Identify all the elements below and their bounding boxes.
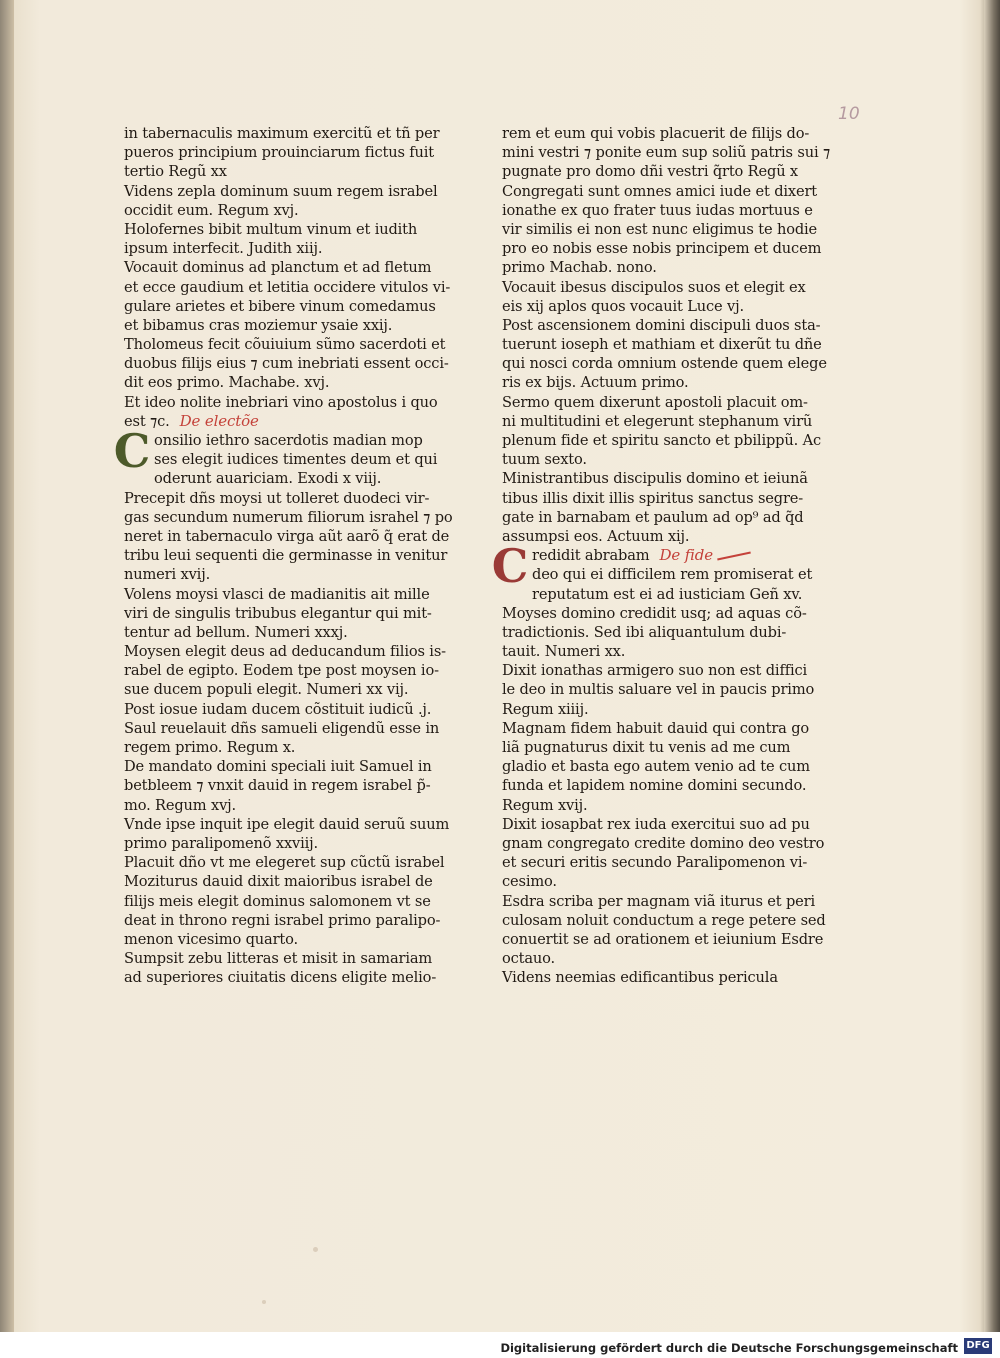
text-line: Dixit iosapbat rex iuda exercitui suo ad pu [502, 815, 810, 833]
text-line: vir similis ei non est nunc eligimus te hodie [502, 220, 818, 238]
text-line: funda et lapidem nomine domini secundo. [502, 777, 807, 795]
left-page-edge [0, 0, 14, 1332]
left-lines-after-initial [124, 489, 453, 988]
left-decorated-initial: C [113, 424, 151, 478]
text-line: occidit eum. Regum xvj. [124, 201, 299, 219]
text-line: Moziturus dauid dixit maioribus israbel de [124, 873, 433, 891]
text-line: rabel de egipto. Eodem tpe post moysen io- [124, 662, 439, 680]
text-line: numeri xvij. [124, 566, 211, 584]
text-line: gladio et basta ego autem venio ad te cum [502, 758, 810, 776]
text-line: in tabernaculis maximum exercitũ et tñ per [124, 125, 440, 142]
text-line: Placuit dño vt me elegeret sup cũctũ israbel [124, 854, 445, 872]
text-line: ris ex bijs. Actuum primo. [502, 374, 689, 392]
text-line: Congregati sunt omnes amici iude et dixert [502, 182, 818, 200]
text-line: Sumpsit zebu litteras et misit in samariam [124, 950, 433, 968]
text-line: De mandato domini speciali iuit Samuel in [124, 758, 432, 776]
text-line: neret in tabernaculo virga aũt aarõ q̃ erat de [124, 527, 450, 545]
text-line: tribu leui sequenti die germinasse in venitur [124, 547, 448, 565]
text-line: primo paralipomenõ xxviij. [124, 834, 319, 852]
left-column [113, 124, 453, 987]
text-line: gas secundum numerum filiorum israhel ⁊ po [124, 508, 453, 526]
left-heading-text: est ⁊c. [124, 412, 170, 430]
text-line: gnam congregato credite domino deo vestro [502, 834, 825, 852]
text-line: Tholomeus fecit cõuiuium sũmo sacerdoti et [124, 336, 446, 354]
text-line: ipsum interfecit. Judith xiij. [124, 240, 323, 258]
text-line: duobus filijs eius ⁊ cum inebriati essent occi- [124, 355, 449, 373]
text-line: le deo in multis saluare vel in paucis primo [502, 681, 815, 699]
text-line: tibus illis dixit illis spiritus sanctus segre- [502, 489, 804, 507]
text-line: mo. Regum xvj. [124, 796, 237, 814]
text-line: rem et eum qui vobis placuerit de filijs do- [502, 125, 810, 142]
rubric-flourish [717, 552, 751, 561]
right-heading-line [502, 546, 814, 565]
text-line: cesimo. [502, 873, 557, 891]
left-heading-line [124, 412, 446, 431]
right-rubric-heading: De fide [659, 546, 713, 565]
text-line: oderunt auariciam. Exodi x viij. [154, 470, 382, 488]
text-line: gulare arietes et bibere vinum comedamus [124, 297, 436, 315]
text-line: tradictionis. Sed ibi aliquantulum dubi- [502, 623, 787, 641]
left-rubric-heading: De electõe [179, 411, 259, 430]
text-line: gate in barnabam et paulum ad op⁹ ad q̃d [502, 508, 804, 526]
text-line: Regum xiiij. [502, 700, 589, 718]
text-line: onsilio iethro sacerdotis madian mop [154, 432, 423, 449]
text-line: deat in throno regni israbel primo paralipo- [124, 911, 441, 929]
text-line: dit eos primo. Machabe. xvj. [124, 374, 330, 392]
text-line: et securi eritis secundo Paralipomenon vi- [502, 854, 808, 872]
text-line: Vocauit dominus ad planctum et ad fletum [124, 259, 432, 277]
text-line: ionathe ex quo frater tuus iudas mortuus e [502, 201, 813, 219]
text-line: Post ascensionem domini discipuli duos sta- [502, 316, 821, 334]
text-line: pro eo nobis esse nobis principem et ducem [502, 240, 822, 258]
text-line: Saul reuelauit dñs samueli eligendũ esse in [124, 719, 440, 737]
left-lines-before-heading [124, 124, 451, 412]
text-line: Vnde ipse inquit ipe elegit dauid seruũ suum [124, 815, 450, 833]
text-line: tentur ad bellum. Numeri xxxj. [124, 623, 348, 641]
text-line: tuum sexto. [502, 451, 587, 469]
text-line: pugnate pro domo dñi vestri q̃rto Regũ x [502, 163, 799, 181]
right-lines-after-initial [502, 604, 826, 988]
text-line: plenum fide et spiritu sancto et pbilippũ. Ac [502, 432, 821, 449]
text-line: filijs meis elegit dominus salomonem vt se [124, 892, 431, 910]
text-line: Regum xvij. [502, 796, 588, 814]
right-heading-text: redidit abrabam [532, 547, 650, 565]
text-line: tuerunt ioseph et mathiam et dixerũt tu dñe [502, 336, 822, 354]
text-line: tertio Regũ xx [124, 163, 227, 181]
paper-spot [262, 1300, 266, 1304]
text-line: Magnam fidem habuit dauid qui contra go [502, 719, 810, 737]
text-line: culosam noluit conductum a rege petere sed [502, 911, 826, 929]
text-line: assumpsi eos. Actuum xij. [502, 527, 690, 545]
text-line: tauit. Numeri xx. [502, 643, 626, 661]
right-page-edge [984, 0, 1000, 1332]
left-initial-lines [124, 431, 446, 489]
text-line: sue ducem populi elegit. Numeri xx vij. [124, 681, 409, 699]
paper-spot [313, 1247, 318, 1252]
text-line: et bibamus cras moziemur ysaie xxij. [124, 316, 393, 334]
text-line: Dixit ionathas armigero suo non est diffici [502, 662, 808, 680]
text-line: viri de singulis tribubus elegantur qui mit- [124, 604, 432, 622]
text-line: ad superiores ciuitatis dicens eligite melio- [124, 969, 437, 987]
text-line: Volens moysi vlasci de madianitis ait mille [124, 585, 430, 603]
text-line: qui nosci corda omnium ostende quem elege [502, 355, 827, 373]
right-decorated-initial: C [491, 539, 529, 594]
text-line: Precepit dñs moysi ut tolleret duodeci vir- [124, 489, 430, 507]
right-initial-block [491, 539, 814, 604]
text-line: primo Machab. nono. [502, 259, 657, 277]
text-line: eis xij aplos quos vocauit Luce vj. [502, 297, 744, 315]
text-line: ses elegit iudices timentes deum et qui [154, 451, 438, 469]
text-line: ni multitudini et elegerunt stephanum virũ [502, 412, 813, 430]
text-line: Sermo quem dixerunt apostoli placuit om- [502, 393, 808, 411]
folio-number: 10 [838, 104, 860, 124]
text-line: Et ideo nolite inebriari vino apostolus i quo [124, 393, 438, 411]
text-line: Post iosue iudam ducem cõstituit iudicũ .j. [124, 700, 432, 718]
text-line: reputatum est ei ad iusticiam Geñ xv. [532, 585, 803, 603]
text-line: Holofernes bibit multum vinum et iudith [124, 220, 418, 238]
text-line: liã pugnaturus dixit tu venis ad me cum [502, 739, 791, 756]
text-line: Moysen elegit deus ad deducandum filios is- [124, 643, 446, 661]
text-line: Esdra scriba per magnam viã iturus et peri [502, 892, 815, 910]
right-column [491, 124, 831, 987]
text-line: et ecce gaudium et letitia occidere vitulos vi- [124, 278, 451, 296]
text-line: Videns zepla dominum suum regem israbel [124, 182, 438, 200]
text-line: Videns neemias edificantibus pericula [502, 969, 778, 987]
text-line: Ministrantibus discipulis domino et ieiunã [502, 470, 808, 488]
text-line: Moyses domino credidit usq; ad aquas cõ- [502, 604, 807, 622]
text-line: menon vicesimo quarto. [124, 930, 298, 948]
text-line: Vocauit ibesus discipulos suos et elegit ex [502, 278, 806, 296]
left-initial-block [113, 424, 446, 489]
text-line: betbleem ⁊ vnxit dauid in regem israbel p̃- [124, 777, 431, 795]
funding-credit: Digitalisierung gefördert durch die Deutsche Forschungsgemeinschaft [500, 1341, 958, 1355]
text-line: octauo. [502, 950, 556, 968]
dfg-logo: DFG [964, 1338, 992, 1354]
text-line: regem primo. Regum x. [124, 739, 296, 756]
text-line: conuertit se ad orationem et ieiunium Esdre [502, 930, 824, 948]
text-line: pueros principium prouinciarum fictus fuit [124, 144, 435, 162]
right-lines-before-heading [502, 124, 831, 546]
text-line: deo qui ei difficilem rem promiserat et [532, 566, 813, 584]
right-initial-lines [502, 565, 814, 603]
text-line: mini vestri ⁊ ponite eum sup soliũ patris sui ⁊ [502, 144, 831, 162]
